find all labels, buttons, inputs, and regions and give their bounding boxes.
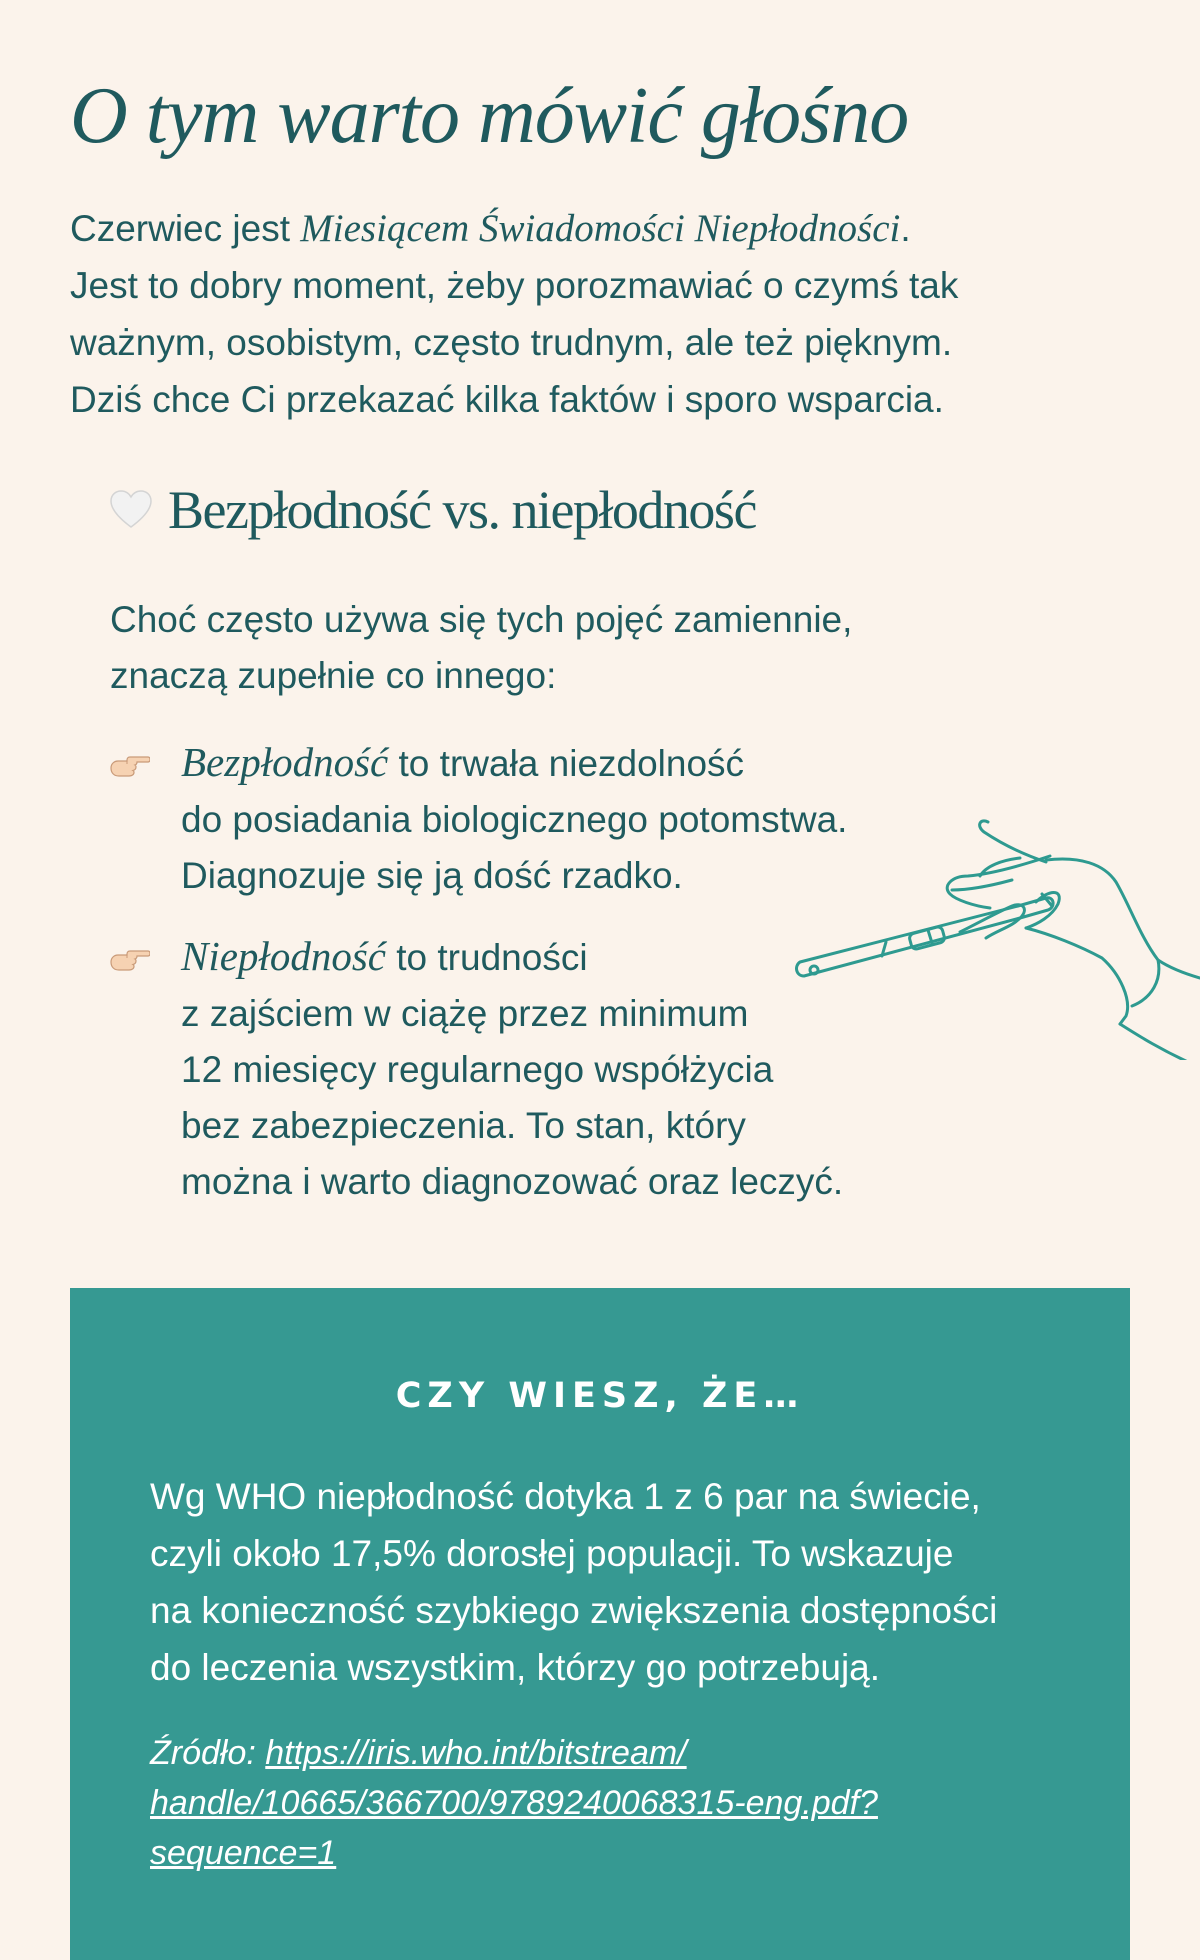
pointing-hand-icon: [108, 748, 150, 778]
intro-emphasis: Miesiącem Świadomości Niepłodności: [300, 207, 901, 250]
definition-text: to trwała niezdolność: [388, 743, 745, 784]
source-label: Źródło:: [150, 1734, 266, 1772]
source-link[interactable]: https://iris.who.int/bitstream/: [265, 1734, 687, 1772]
definition-term: Niepłodność: [181, 933, 386, 979]
intro-line-3: ważnym, osobistym, często trudnym, ale też pięknym.: [70, 322, 953, 363]
did-you-know-callout: [70, 1288, 1130, 1960]
section-lead: [110, 592, 1010, 704]
definition-text: to trudności: [385, 937, 588, 978]
callout-body-line-3: na konieczność szybkiego zwiększenia dostępności: [150, 1590, 998, 1631]
definition-text: Diagnozuje się ją dość rzadko.: [181, 855, 683, 896]
lead-line-1: Choć często używa się tych pojęć zamiennie,: [110, 599, 853, 640]
pointing-hand-icon: [108, 942, 150, 972]
page-title: O tym warto mówić głośno: [70, 72, 909, 160]
white-heart-icon: [108, 487, 154, 533]
definition-term: Bezpłodność: [181, 739, 389, 785]
callout-title: CZY WIESZ, ŻE…: [395, 1376, 805, 1416]
section-heading: [108, 478, 756, 542]
intro-line-4: Dziś chce Ci przekazać kilka faktów i sporo wsparcia.: [70, 379, 944, 420]
hand-holding-pregnancy-test-icon: [790, 810, 1200, 1060]
section-heading-text: Bezpłodność vs. niepłodność: [168, 480, 756, 540]
callout-body-line-1: Wg WHO niepłodność dotyka 1 z 6 par na świecie,: [150, 1476, 981, 1517]
intro-line1-end: .: [900, 208, 911, 249]
callout-body-line-4: do leczenia wszystkim, którzy go potrzebują.: [150, 1647, 881, 1688]
definition-text: z zajściem w ciążę przez minimum: [181, 993, 749, 1034]
definition-text: 12 miesięcy regularnego współżycia: [181, 1049, 774, 1090]
callout-source: [150, 1728, 1050, 1878]
callout-body: [150, 1468, 1120, 1696]
definition-text: bez zabezpieczenia. To stan, który: [181, 1105, 746, 1146]
lead-line-2: znaczą zupełnie co innego:: [110, 655, 557, 696]
definition-text: do posiadania biologicznego potomstwa.: [181, 799, 848, 840]
source-link[interactable]: sequence=1: [150, 1834, 337, 1872]
source-link[interactable]: handle/10665/366700/9789240068315-eng.pdf?: [150, 1784, 878, 1822]
intro-prefix: Czerwiec jest: [70, 208, 301, 249]
intro-paragraph: [70, 200, 1140, 428]
callout-body-line-2: czyli około 17,5% dorosłej populacji. To wskazuje: [150, 1533, 954, 1574]
intro-line-2: Jest to dobry moment, żeby porozmawiać o czymś tak: [70, 265, 959, 306]
definition-text: można i warto diagnozować oraz leczyć.: [181, 1161, 844, 1202]
